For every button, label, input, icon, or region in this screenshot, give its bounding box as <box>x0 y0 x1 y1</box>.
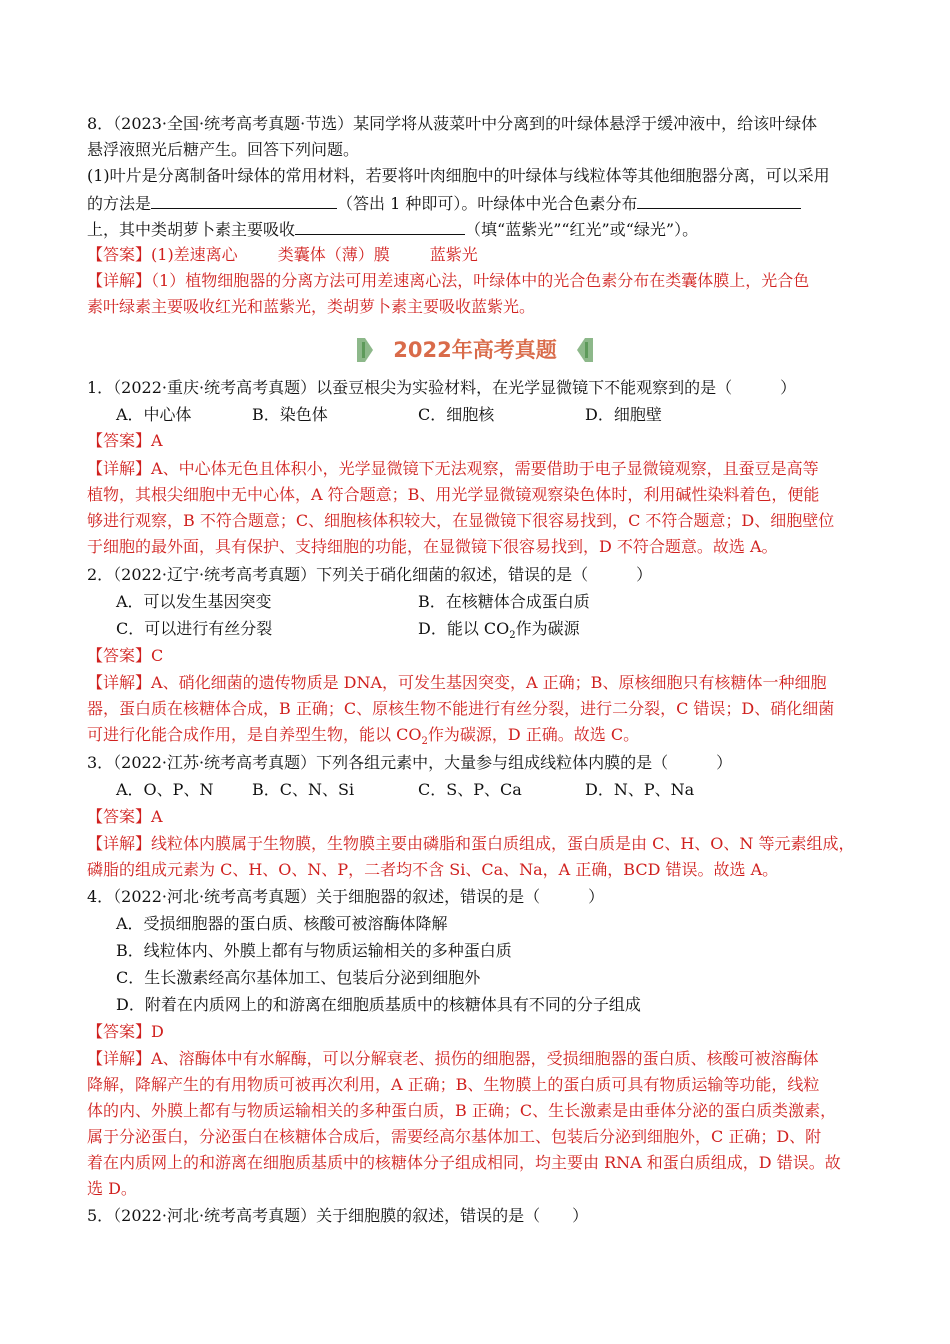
detail-tag: 【详解】 <box>87 673 152 692</box>
q4-option-b[interactable]: B．线粒体内、外膜上都有与物质运输相关的多种蛋白质 <box>116 941 512 960</box>
detail-tag: 【详解】 <box>87 1049 152 1068</box>
q4-detail-2: 降解，降解产生的有用物质可被再次利用，A 正确；B、生物膜上的蛋白质可具有物质运输等功能，线粒 <box>87 1075 820 1094</box>
answer-blank-2[interactable] <box>637 192 801 209</box>
q1-option-c[interactable]: C．细胞核 <box>418 405 495 424</box>
q4-detail-6: 选 D。 <box>87 1179 137 1198</box>
q8-line-5 <box>87 218 698 240</box>
q2-answer <box>87 646 163 666</box>
q8-line-5-text-a: 上，其中类胡萝卜素主要吸收 <box>87 220 296 239</box>
q4-stem: 4．（2022·河北·统考高考真题）关于细胞器的叙述，错误的是（ ） <box>87 887 605 906</box>
q8-line-2: 悬浮液照光后糖产生。回答下列问题。 <box>87 140 360 159</box>
q8-line-4-text-a: 的方法是 <box>87 194 152 213</box>
q1-detail-4: 于细胞的最外面，具有保护、支持细胞的功能，在显微镜下很容易找到，D 不符合题意。故选 A。 <box>87 537 778 556</box>
answer-tag: 【答案】 <box>87 807 152 826</box>
q4-answer <box>87 1022 164 1042</box>
q8-detail-2: 素叶绿素主要吸收红光和蓝紫光，类胡萝卜素主要吸收蓝紫光。 <box>87 297 536 316</box>
q1-detail-1 <box>87 459 819 479</box>
q3-option-b[interactable]: B．C、N、Si <box>252 780 355 799</box>
q1-detail-2: 植物，其根尖细胞中无中心体，A 符合题意；B、用光学显微镜观察染色体时，利用碱性染料着色，便能 <box>87 485 820 504</box>
q2-option-d-sub: 2 <box>509 630 516 642</box>
q3-answer <box>87 807 163 827</box>
q1-option-d[interactable]: D．细胞壁 <box>585 405 662 424</box>
q3-option-c[interactable]: C．S、P、Ca <box>418 780 522 799</box>
q2-option-d[interactable] <box>418 619 580 646</box>
detail-tag: 【详解】 <box>87 271 152 290</box>
q4-detail-4: 属于分泌蛋白，分泌蛋白在核糖体合成后，需要经高尔基体加工、包装后分泌到细胞外，C 正确；D、附 <box>87 1127 822 1146</box>
q8-line-1: 8．（2023·全国·统考高考真题·节选）某同学将从菠菜叶中分离到的叶绿体悬浮于缓冲液中，给该叶绿体 <box>87 114 818 133</box>
q8-line-3: (1)叶片是分离制备叶绿体的常用材料，若要将叶肉细胞中的叶绿体与线粒体等其他细胞器分离，可以采用 <box>87 166 830 185</box>
q2-option-d-tail: 作为碳源 <box>515 619 580 638</box>
q5-stem: 5．（2022·河北·统考高考真题）关于细胞膜的叙述，错误的是（ ） <box>87 1206 589 1225</box>
q4-detail-5: 着在内质网上的和游离在细胞质基质中的核糖体分子组成相同，均主要由 RNA 和蛋白质组成，D 错误。故 <box>87 1153 841 1172</box>
q3-option-a[interactable]: A．O、P、N <box>116 780 214 799</box>
q8-detail-text-1: （1）植物细胞器的分离方法可用差速离心法，叶绿体中的光合色素分布在类囊体膜上，光合色 <box>151 271 810 290</box>
q8-answer-1: (1)差速离心 <box>151 245 238 264</box>
q8-answer-2: 类囊体（薄）膜 <box>277 245 390 264</box>
q2-answer-value: C <box>151 646 164 665</box>
detail-tag: 【详解】 <box>87 459 152 478</box>
q4-detail-3: 体的内、外膜上都有与物质运输相关的多种蛋白质，B 正确；C、生长激素是由垂体分泌的蛋白质类激素， <box>87 1101 837 1120</box>
q4-option-a[interactable]: A．受损细胞器的蛋白质、核酸可被溶酶体降解 <box>116 914 448 933</box>
q8-answer <box>87 245 478 265</box>
q2-detail-text-3b: 作为碳源，D 正确。故选 C。 <box>427 725 640 744</box>
q8-line-5-text-b: （填“蓝紫光”“红光”或“绿光”）。 <box>465 220 699 239</box>
q8-detail-1 <box>87 271 809 291</box>
q2-detail-text-1: A、硝化细菌的遗传物质是 DNA，可发生基因突变，A 正确；B、原核细胞只有核糖体一种细胞 <box>151 673 827 692</box>
answer-blank-1[interactable] <box>151 192 337 209</box>
q8-line-4 <box>87 192 801 214</box>
detail-tag: 【详解】 <box>87 834 152 853</box>
q3-answer-value: A <box>151 807 163 826</box>
q2-option-d-text: D．能以 CO <box>418 619 510 638</box>
answer-tag: 【答案】 <box>87 431 152 450</box>
section-banner <box>355 334 595 366</box>
q4-detail-1 <box>87 1049 819 1069</box>
answer-tag: 【答案】 <box>87 1022 152 1041</box>
q3-detail-text-1: 线粒体内膜属于生物膜，生物膜主要由磷脂和蛋白质组成，蛋白质是由 C、H、O、N 等元素组成， <box>151 834 855 853</box>
q3-detail-2: 磷脂的组成元素为 C、H、O、N、P，二者均不含 Si、Ca、Na，A 正确，BCD 错误。故选 A。 <box>87 860 779 879</box>
q2-option-c[interactable]: C．可以进行有丝分裂 <box>116 619 273 638</box>
q2-detail-sub: 2 <box>421 736 428 748</box>
q1-answer-value: A <box>151 431 163 450</box>
q4-detail-text-1: A、溶酶体中有水解酶，可以分解衰老、损伤的细胞器，受损细胞器的蛋白质、核酸可被溶酶体 <box>151 1049 819 1068</box>
q3-stem: 3．（2022·江苏·统考高考真题）下列各组元素中，大量参与组成线粒体内膜的是（ ） <box>87 753 733 772</box>
q1-answer <box>87 431 163 451</box>
q8-line-4-text-b: （答出 1 种即可）。叶绿体中光合色素分布 <box>337 194 638 213</box>
q1-stem: 1．（2022·重庆·统考高考真题）以蚕豆根尖为实验材料，在光学显微镜下不能观察到的是（ ） <box>87 378 797 397</box>
section-title: 2022年高考真题 <box>393 338 557 362</box>
q2-detail-1 <box>87 673 826 693</box>
q2-option-b[interactable]: B．在核糖体合成蛋白质 <box>418 592 590 611</box>
q3-option-d[interactable]: D．N、P、Na <box>585 780 695 799</box>
q4-answer-value: D <box>151 1022 164 1041</box>
answer-blank-3[interactable] <box>295 218 465 235</box>
q2-stem: 2．（2022·辽宁·统考高考真题）下列关于硝化细菌的叙述，错误的是（ ） <box>87 565 653 584</box>
q2-option-a[interactable]: A．可以发生基因突变 <box>116 592 272 611</box>
answer-tag: 【答案】 <box>87 245 152 264</box>
q1-option-b[interactable]: B．染色体 <box>252 405 328 424</box>
q2-detail-text-3a: 可进行化能合成作用，是自养型生物，能以 CO <box>87 725 422 744</box>
q2-detail-3 <box>87 725 639 752</box>
answer-tag: 【答案】 <box>87 646 152 665</box>
q2-detail-2: 器，蛋白质在核糖体合成，B 正确；C、原核生物不能进行有丝分裂，进行二分裂，C 错误；D、硝化细菌 <box>87 699 835 718</box>
q1-detail-3: 够进行观察，B 不符合题意；C、细胞核体积较大，在显微镜下很容易找到，C 不符合题意；D、细胞壁位 <box>87 511 835 530</box>
q3-detail-1 <box>87 834 855 854</box>
q1-detail-text-1: A、中心体无色且体积小，光学显微镜下无法观察，需要借助于电子显微镜观察，且蚕豆是高等 <box>151 459 819 478</box>
q4-option-c[interactable]: C．生长激素经高尔基体加工、包装后分泌到细胞外 <box>116 968 481 987</box>
q4-option-d[interactable]: D．附着在内质网上的和游离在细胞质基质中的核糖体具有不同的分子组成 <box>116 995 641 1014</box>
q8-answer-3: 蓝紫光 <box>429 245 478 264</box>
q1-option-a[interactable]: A．中心体 <box>116 405 192 424</box>
